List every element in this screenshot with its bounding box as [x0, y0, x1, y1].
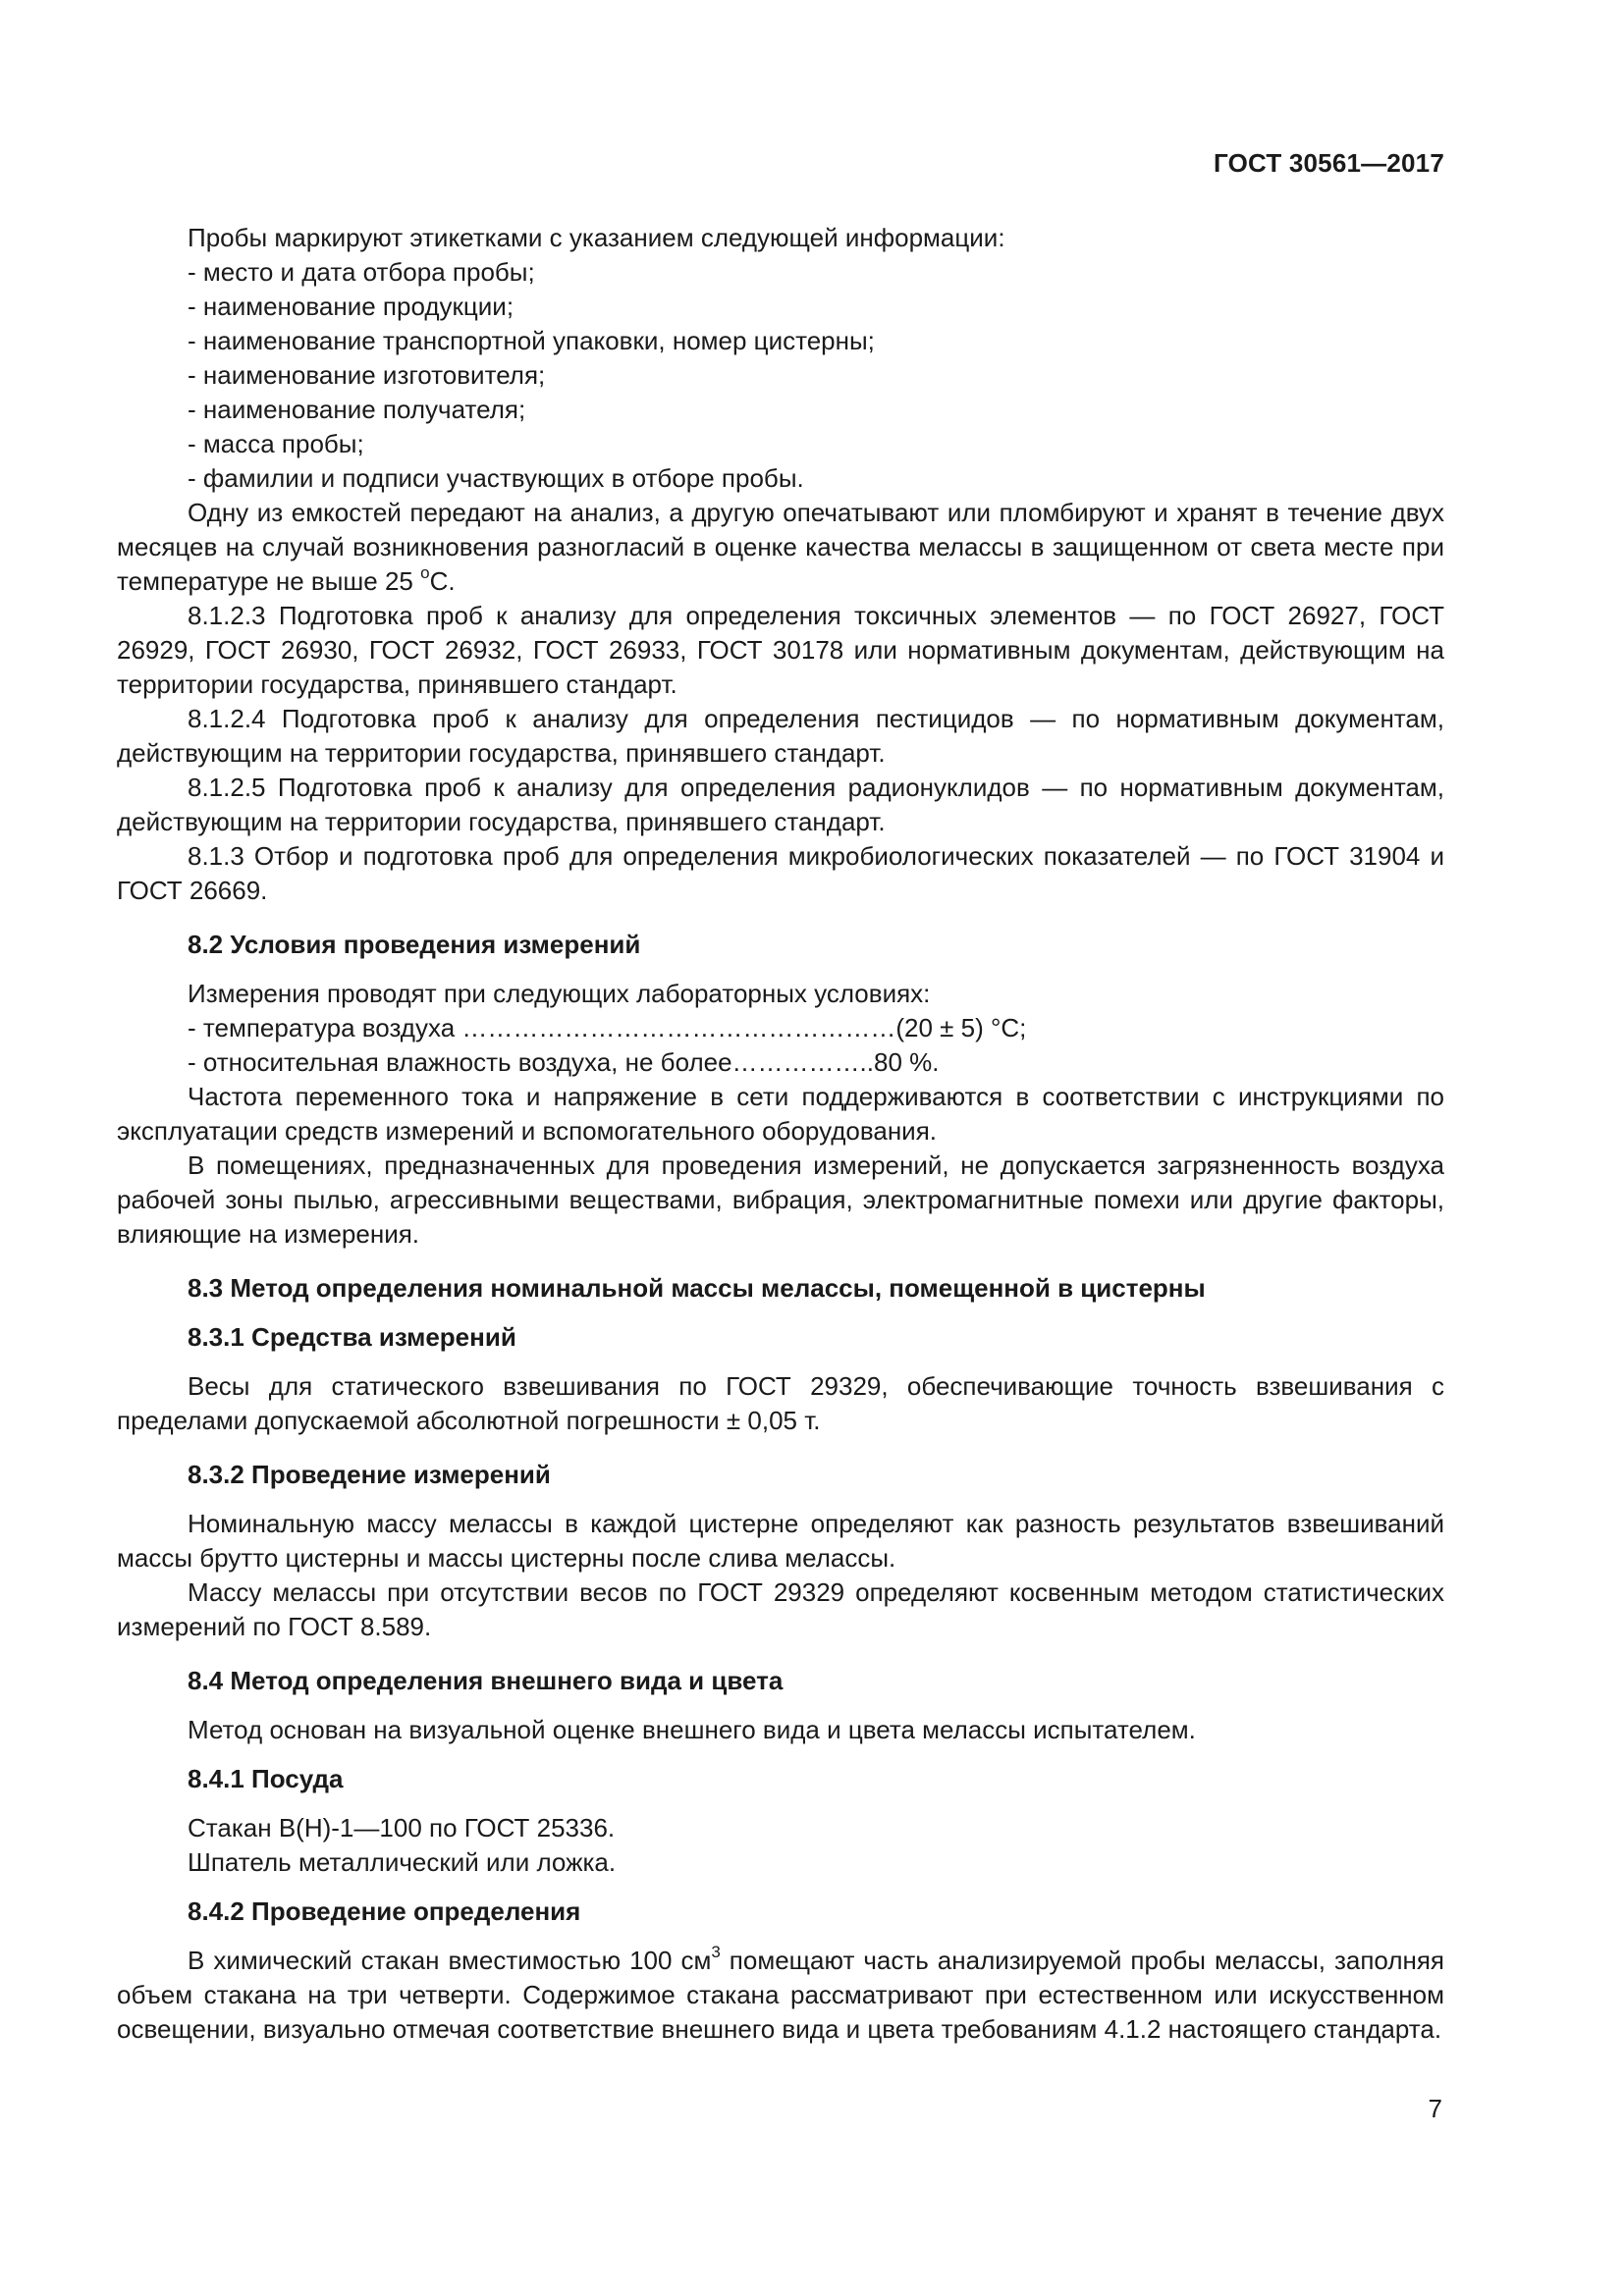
- paragraph-8-4-2: [117, 1944, 1444, 2047]
- paragraph-8-1-2-4: 8.1.2.4 Подготовка проб к анализу для определения пестицидов — по нормативным документам, действующим на территории государства, принявшего стандарт.: [117, 704, 1444, 768]
- degree-mark: о: [420, 563, 430, 582]
- paragraph-8-3-2-a: Номинальную массу мелассы в каждой цистерне определяют как разность результатов взвешиваний массы брутто цистерны и массы цистерны после слива мелассы.: [117, 1509, 1444, 1573]
- storage-text: Одну из емкостей передают на анализ, а другую опечатывают или пломбируют и хранят в течение двух месяцев на случай возникновения разногласий в оценке качества мелассы в защищенном от света месте при температуре не выше 25: [117, 498, 1444, 596]
- label-item: - фамилии и подписи участвующих в отборе пробы.: [188, 463, 804, 493]
- paragraph-rooms: В помещениях, предназначенных для проведения измерений, не допускается загрязненность воздуха рабочей зоны пылью, агрессивными веществами, вибрация, электромагнитные помехи или другие факторы, влияющие на измерения.: [117, 1150, 1444, 1249]
- heading-8-2: 8.2 Условия проведения измерений: [188, 930, 641, 959]
- labels-intro: Пробы маркируют этикетками с указанием следующей информации:: [188, 223, 1005, 252]
- page-number: 7: [1428, 2094, 1442, 2123]
- label-item: - масса пробы;: [188, 429, 364, 458]
- heading-8-4: 8.4 Метод определения внешнего вида и цвета: [188, 1666, 784, 1695]
- heading-8-4-1: 8.4.1 Посуда: [188, 1764, 344, 1793]
- paragraph-power: Частота переменного тока и напряжение в сети поддерживаются в соответствии с инструкциями по эксплуатации средств измерений и вспомогательного оборудования.: [117, 1082, 1444, 1146]
- label-item: - наименование получателя;: [188, 395, 526, 424]
- paragraph-8-3-1: Весы для статического взвешивания по ГОСТ 29329, обеспечивающие точность взвешивания с пределами допускаемой абсолютной погрешности ± 0,05 т.: [117, 1371, 1444, 1435]
- label-item: - наименование изготовителя;: [188, 360, 546, 390]
- paragraph-8-4-2-start: В химический стакан вместимостью 100 см: [188, 1946, 712, 1975]
- heading-8-4-2: 8.4.2 Проведение определения: [188, 1896, 581, 1926]
- paragraph-8-1-2-3: 8.1.2.3 Подготовка проб к анализу для определения токсичных элементов — по ГОСТ 26927, ГОСТ 26929, ГОСТ 26930, ГОСТ 26932, ГОСТ 26933, ГОСТ 30178 или нормативным документам, действующим на территории государства, принявшего стандарт.: [117, 601, 1444, 699]
- paragraph-8-4-2-end: помещают часть анализируемой пробы мелассы, заполняя объем стакана на три четверти. Содержимое стакана рассматривают при естественном или искусственном освещении, визуально отмечая соответствие внешнего вида и цвета требованиям 4.1.2 настоящего стандарта.: [117, 1946, 1445, 2044]
- condition-temperature: - температура воздуха ……………………………………………(20 ± 5) °С;: [188, 1013, 1027, 1042]
- heading-8-3-1: 8.3.1 Средства измерений: [188, 1322, 516, 1352]
- heading-8-3-2: 8.3.2 Проведение измерений: [188, 1460, 551, 1489]
- label-item: - наименование продукции;: [188, 292, 514, 321]
- storage-unit: С.: [429, 566, 456, 596]
- paragraph-8-1-2-5: 8.1.2.5 Подготовка проб к анализу для определения радионуклидов — по нормативным документам, действующим на территории государства, принявшего стандарт.: [117, 773, 1444, 836]
- superscript-cubic: 3: [711, 1943, 721, 1961]
- heading-8-3: 8.3 Метод определения номинальной массы мелассы, помещенной в цистерны: [188, 1273, 1206, 1303]
- conditions-intro: Измерения проводят при следующих лабораторных условиях:: [188, 979, 931, 1008]
- document-body: [117, 221, 1444, 2047]
- paragraph-8-3-2-b: Массу мелассы при отсутствии весов по ГОСТ 29329 определяют косвенным методом статистических измерений по ГОСТ 8.589.: [117, 1577, 1444, 1641]
- paragraph-8-1-3: 8.1.3 Отбор и подготовка проб для определения микробиологических показателей — по ГОСТ 31904 и ГОСТ 26669.: [117, 841, 1444, 905]
- label-item: - место и дата отбора пробы;: [188, 257, 535, 287]
- item-spatula: Шпатель металлический или ложка.: [188, 1847, 617, 1877]
- label-item: - наименование транспортной упаковки, номер цистерны;: [188, 326, 875, 355]
- paragraph-method: Метод основан на визуальной оценке внешнего вида и цвета мелассы испытателем.: [188, 1715, 1196, 1744]
- condition-humidity: - относительная влажность воздуха, не более……………..80 %.: [188, 1047, 940, 1077]
- storage-paragraph: [117, 496, 1444, 599]
- item-beaker: Стакан В(Н)-1—100 по ГОСТ 25336.: [188, 1813, 616, 1842]
- standard-code-header: ГОСТ 30561—2017: [1214, 148, 1444, 178]
